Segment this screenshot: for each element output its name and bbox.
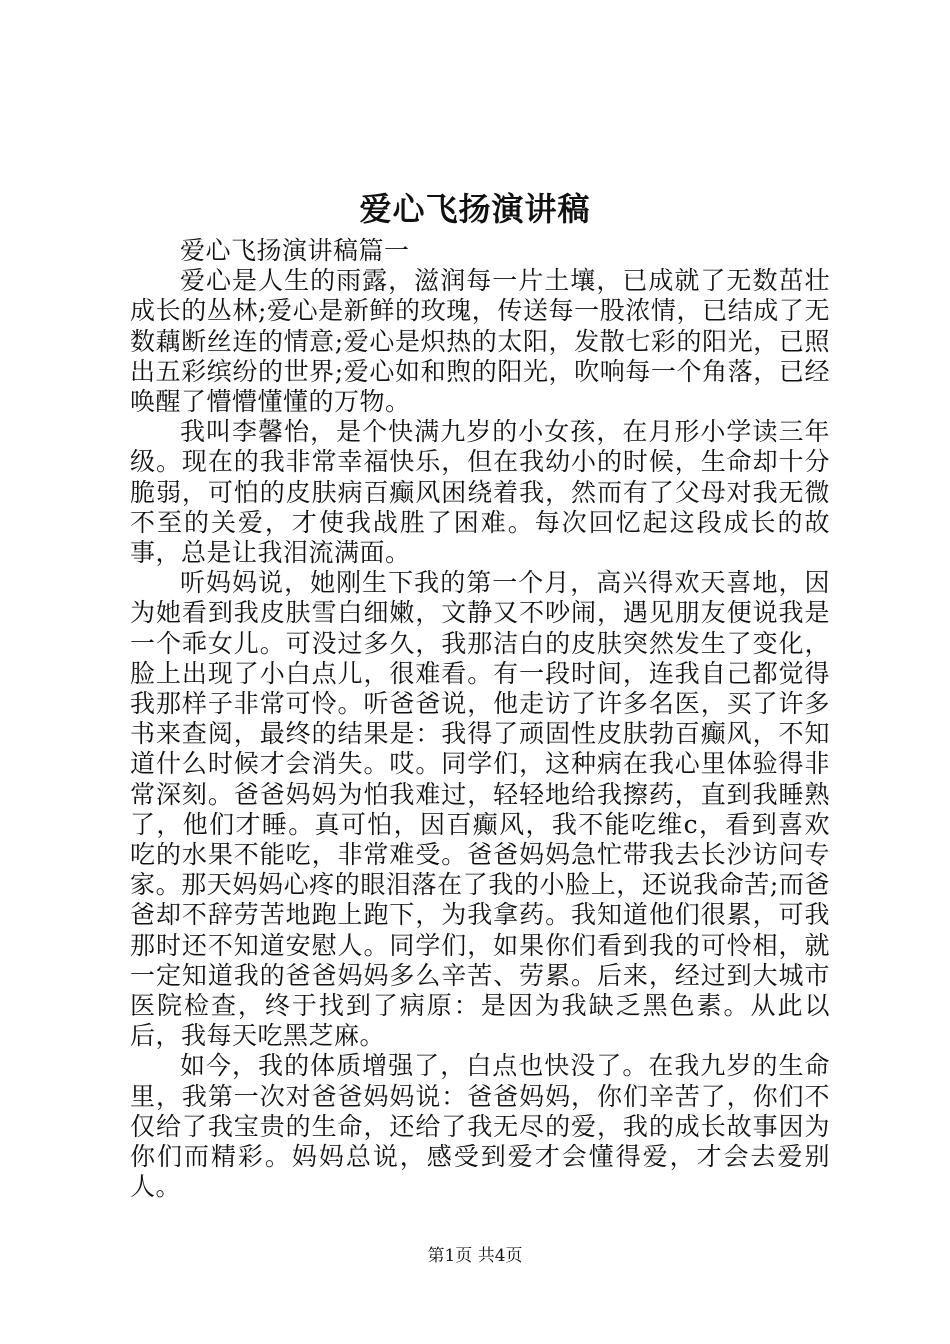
paragraph-3: 听妈妈说，她刚生下我的第一个月，高兴得欢天喜地，因为她看到我皮肤雪白细嫩，文静又不吵闹，遇见朋友便说我是一个乖女儿。可没过多久，我那洁白的皮肤突然发生了变化，脸上出现了小白点儿，很难看。有一段时间，连我自己都觉得我那样子非常可怜。听爸爸说，他走访了许多名医，买了许多书来查阅，最终的结果是：我得了顽固性皮肤勃百癫风，不知道什么时候才会消失。哎。同学们，这种病在我心里体验得非常深刻。爸爸妈妈为怕我难过，轻轻地给我擦药，直到我睡熟了，他们才睡。真可怕，因百癫风，我不能吃维c，看到喜欢吃的水果不能吃，非常难受。爸爸妈妈急忙带我去长沙访问专家。那天妈妈心疼的眼泪落在了我的小脸上，还说我命苦;而爸爸却不辞劳苦地跑上跑下，为我拿药。我知道他们很累，可我那时还不知道安慰人。同学们，如果你们看到我的可怜相，就一定知道我的爸爸妈妈多么辛苦、劳累。后来，经过到大城市医院检查，终于找到了病原：是因为我缺乏黑色素。从此以后，我每天吃黑芝麻。: [130, 568, 830, 1051]
paragraph-1: 爱心是人生的雨露，滋润每一片土壤，已成就了无数茁壮成长的丛林;爱心是新鲜的玫瑰，传送每一股浓情，已结成了无数藕断丝连的情意;爱心是炽热的太阳，发散七彩的阳光，已照出五彩缤纷的世界;爱心如和煦的阳光，吹响每一个角落，已经唤醒了懵懵懂懂的万物。: [130, 266, 830, 417]
document-title: 爱心飞扬演讲稿: [359, 190, 591, 228]
page-number-footer: 第1页 共4页: [427, 1246, 523, 1266]
section-subheading: 爱心飞扬演讲稿篇一: [180, 236, 410, 265]
paragraph-2: 我叫李馨怡，是个快满九岁的小女孩，在月形小学读三年级。现在的我非常幸福快乐，但在我幼小的时候，生命却十分脆弱，可怕的皮肤病百癫风困绕着我，然而有了父母对我无微不至的关爱，才使我战胜了困难。每次回忆起这段成长的故事，总是让我泪流满面。: [130, 417, 830, 568]
document-body: [130, 236, 830, 1203]
paragraph-4: 如今，我的体质增强了，白点也快没了。在我九岁的生命里，我第一次对爸爸妈妈说：爸爸妈妈，你们辛苦了，你们不仅给了我宝贵的生命，还给了我无尽的爱，我的成长故事因为你们而精彩。妈妈总说，感受到爱才会懂得爱，才会去爱别人。: [130, 1051, 830, 1202]
